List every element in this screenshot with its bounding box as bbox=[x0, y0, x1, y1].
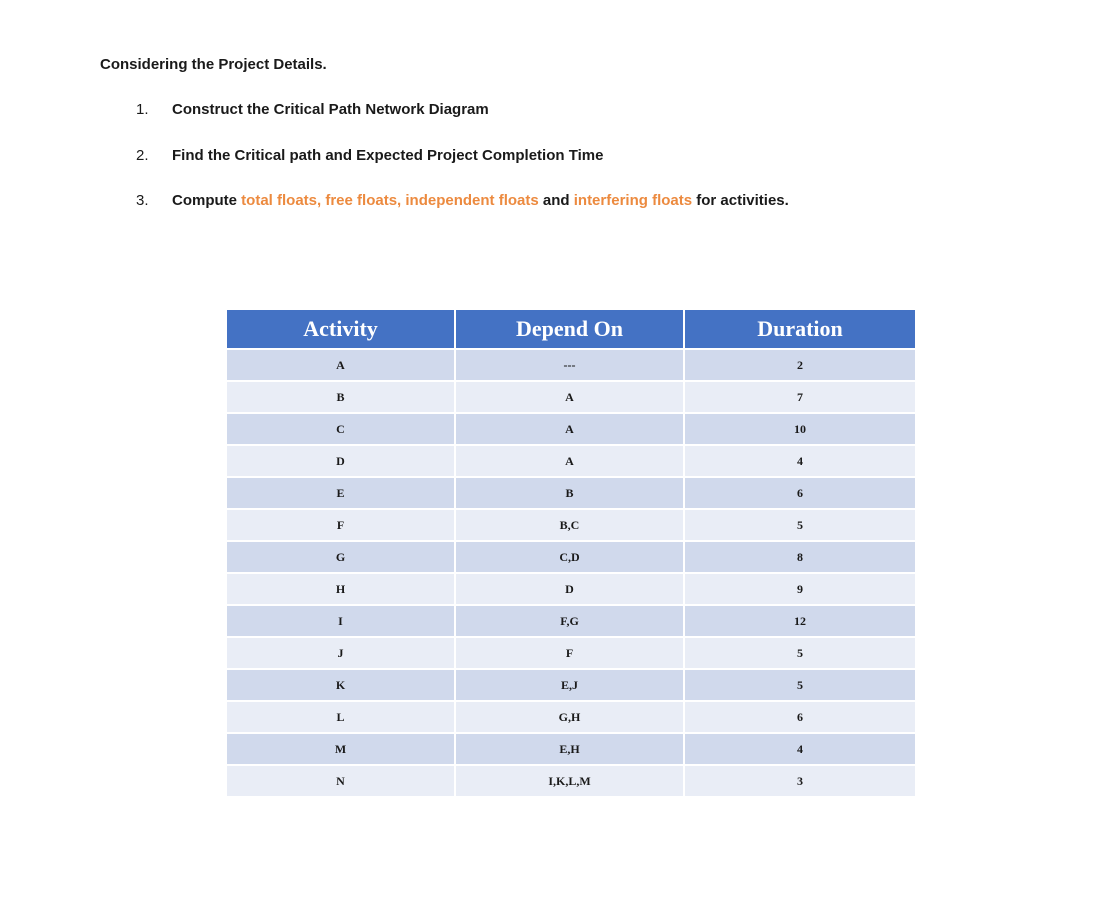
task-text-and: and bbox=[542, 192, 570, 209]
table-row bbox=[227, 734, 915, 764]
heading: Considering the Project Details. bbox=[100, 56, 327, 73]
cell-duration: 4 bbox=[685, 734, 915, 764]
cell-activity: I bbox=[227, 606, 456, 636]
table-row bbox=[227, 702, 915, 732]
task-1 bbox=[136, 101, 489, 118]
cell-activity: D bbox=[227, 446, 456, 476]
cell-duration: 12 bbox=[685, 606, 915, 636]
cell-activity: J bbox=[227, 638, 456, 668]
activity-table bbox=[227, 308, 915, 798]
table-row bbox=[227, 414, 915, 444]
task-3 bbox=[136, 192, 789, 209]
cell-duration: 7 bbox=[685, 382, 915, 412]
cell-depend-on: --- bbox=[456, 350, 685, 380]
cell-duration: 9 bbox=[685, 574, 915, 604]
table-row bbox=[227, 350, 915, 380]
header-depend-on: Depend On bbox=[456, 310, 685, 348]
cell-activity: G bbox=[227, 542, 456, 572]
table-row bbox=[227, 510, 915, 540]
cell-duration: 4 bbox=[685, 446, 915, 476]
table-row bbox=[227, 606, 915, 636]
cell-duration: 3 bbox=[685, 766, 915, 796]
cell-activity: A bbox=[227, 350, 456, 380]
cell-duration: 10 bbox=[685, 414, 915, 444]
cell-duration: 8 bbox=[685, 542, 915, 572]
cell-depend-on: E,J bbox=[456, 670, 685, 700]
cell-depend-on: E,H bbox=[456, 734, 685, 764]
cell-depend-on: F bbox=[456, 638, 685, 668]
table-row bbox=[227, 670, 915, 700]
highlighted-interfering-floats: interfering floats bbox=[573, 192, 693, 209]
cell-depend-on: C,D bbox=[456, 542, 685, 572]
cell-activity: E bbox=[227, 478, 456, 508]
cell-duration: 5 bbox=[685, 670, 915, 700]
cell-depend-on: I,K,L,M bbox=[456, 766, 685, 796]
cell-duration: 2 bbox=[685, 350, 915, 380]
cell-duration: 5 bbox=[685, 638, 915, 668]
task-text: Construct the Critical Path Network Diagram bbox=[172, 101, 489, 118]
cell-activity: F bbox=[227, 510, 456, 540]
header-activity: Activity bbox=[227, 310, 456, 348]
table-row bbox=[227, 382, 915, 412]
task-text: Compute bbox=[172, 192, 237, 209]
task-2 bbox=[136, 147, 603, 164]
cell-depend-on: B bbox=[456, 478, 685, 508]
table-row bbox=[227, 446, 915, 476]
cell-depend-on: A bbox=[456, 446, 685, 476]
cell-activity: C bbox=[227, 414, 456, 444]
cell-duration: 6 bbox=[685, 702, 915, 732]
table-row bbox=[227, 542, 915, 572]
cell-depend-on: D bbox=[456, 574, 685, 604]
table-row bbox=[227, 574, 915, 604]
table-row bbox=[227, 478, 915, 508]
cell-depend-on: B,C bbox=[456, 510, 685, 540]
table-row bbox=[227, 638, 915, 668]
cell-activity: L bbox=[227, 702, 456, 732]
cell-activity: K bbox=[227, 670, 456, 700]
cell-duration: 5 bbox=[685, 510, 915, 540]
task-number: 3. bbox=[136, 192, 149, 209]
cell-depend-on: A bbox=[456, 414, 685, 444]
task-number: 1. bbox=[136, 101, 149, 118]
cell-activity: H bbox=[227, 574, 456, 604]
cell-depend-on: A bbox=[456, 382, 685, 412]
table-header-row bbox=[227, 310, 915, 348]
cell-duration: 6 bbox=[685, 478, 915, 508]
task-text: Find the Critical path and Expected Project Completion Time bbox=[172, 147, 604, 164]
header-duration: Duration bbox=[685, 310, 915, 348]
task-number: 2. bbox=[136, 147, 149, 164]
cell-activity: N bbox=[227, 766, 456, 796]
cell-depend-on: F,G bbox=[456, 606, 685, 636]
cell-depend-on: G,H bbox=[456, 702, 685, 732]
table-row bbox=[227, 766, 915, 796]
cell-activity: M bbox=[227, 734, 456, 764]
task-text-end: for activities. bbox=[696, 192, 789, 209]
cell-activity: B bbox=[227, 382, 456, 412]
highlighted-floats: total floats, free floats, independent floats bbox=[241, 192, 539, 209]
